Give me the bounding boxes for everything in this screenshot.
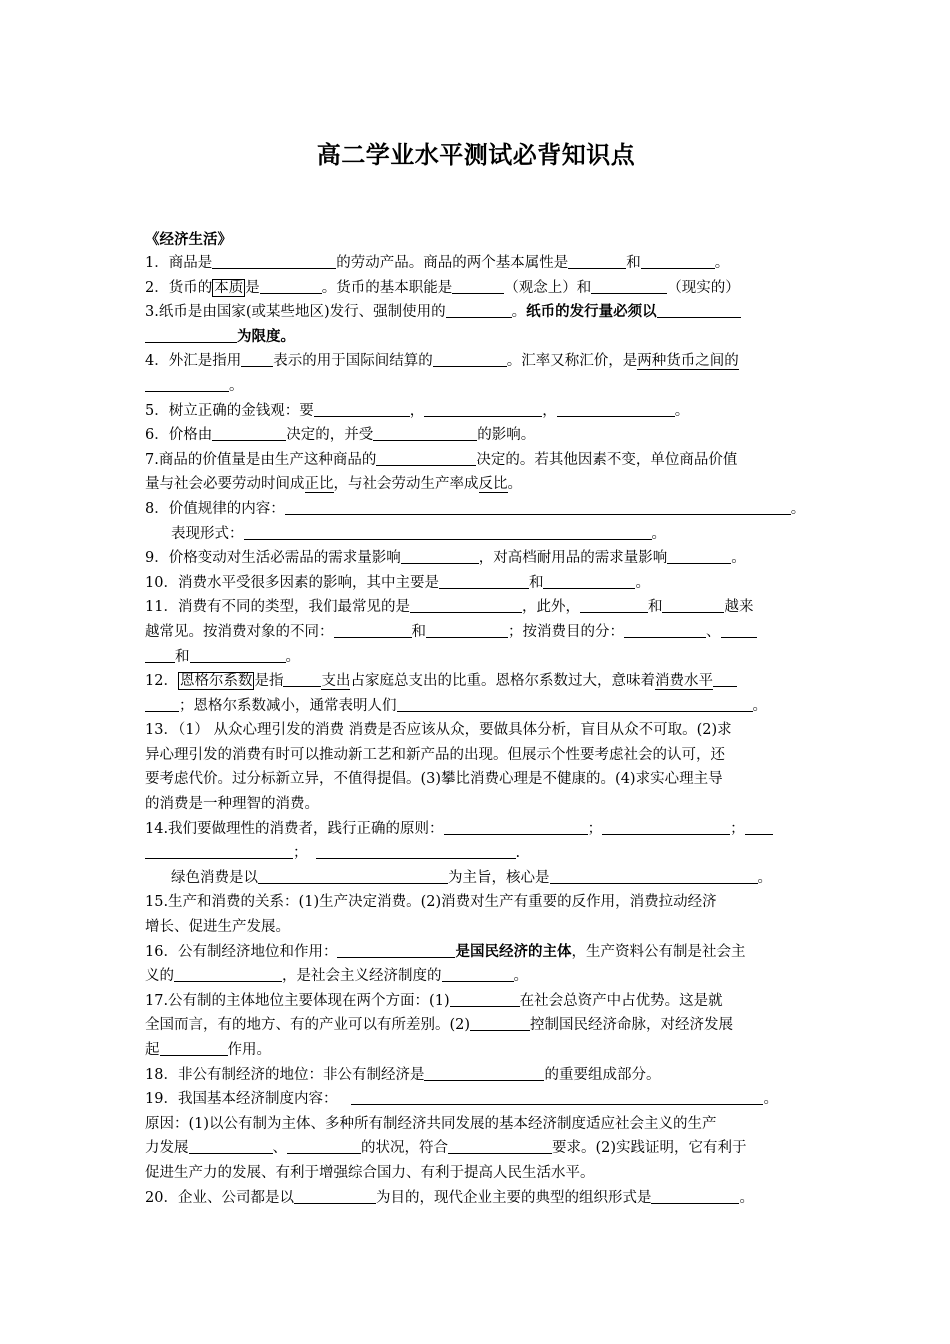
- blank: [190, 647, 286, 663]
- boxed-term: 恩格尔系数: [179, 673, 253, 690]
- underlined-term: 反比: [478, 476, 508, 493]
- line-32: 全国而言，有的地方、有的产业可以有所差别。(2) 控制国民经济命脉，对经济发展: [145, 1017, 734, 1034]
- blank: [591, 278, 667, 294]
- line-33: 起 作用。: [145, 1042, 271, 1058]
- blank: [351, 1089, 763, 1105]
- line-15: 11．消费有不同的类型，我们最常见的是 ，此外， 和 越来: [145, 599, 754, 616]
- blank: [258, 868, 448, 884]
- blank: [287, 1138, 361, 1154]
- line-38: 促进生产力的发展、有利于增强综合国力、有利于提高人民生活水平。: [145, 1164, 595, 1181]
- blank: [448, 1138, 552, 1154]
- line-27: 15.生产和消费的关系：(1)生产决定消费。(2)消费对生产有重要的反作用，消费拉动经济: [145, 894, 717, 911]
- blank: [426, 622, 508, 638]
- line-30: 义的 ，是社会主义经济制度的 。: [145, 968, 528, 985]
- line-5: 4．外汇是指用 表示的用于国际间结算的 。汇率又称汇价，是两种货币之间的: [145, 353, 739, 370]
- blank: [550, 868, 758, 884]
- blank: [713, 671, 737, 687]
- line-3: 3.纸币是由国家(或某些地区)发行、强制使用的 。纸币的发行量必须以: [145, 300, 807, 325]
- blank: [450, 991, 520, 1007]
- blank: [439, 573, 529, 589]
- line-24: 14.我们要做理性的消费者，践行正确的原则： ； ；: [145, 817, 807, 842]
- line-22: 要考虑代价。过分标新立异，不值得提倡。(3)攀比消费心理是不健康的。(4)求实心理主导: [145, 771, 723, 788]
- line-29: 16．公有制经济地位和作用： 是国民经济的主体，生产资料公有制是社会主: [145, 942, 746, 960]
- blank: [446, 302, 512, 318]
- line-7: 5．树立正确的金钱观：要 ， ， 。: [145, 402, 690, 419]
- blank: [145, 696, 179, 712]
- blank: [568, 253, 626, 269]
- blank: [442, 966, 514, 982]
- line-21: 异心理引发的消费有时可以推动新工艺和新产品的出现。但展示个性要考虑社会的认可，还: [145, 746, 725, 763]
- line-37: 力发展 、 的状况，符合 要求。(2)实践证明，它有利于: [145, 1140, 747, 1157]
- blank: [424, 1065, 544, 1081]
- blank: [212, 425, 286, 441]
- line-39: 20．企业、公司都是以 为目的，现代企业主要的典型的组织形式是 。: [145, 1189, 754, 1206]
- blank: [667, 548, 731, 564]
- line-20: 13．（1） 从众心理引发的消费 消费是否应该从众，要做具体分析，盲目从众不可取。(2)求: [145, 722, 732, 739]
- line-25: ； .: [145, 841, 807, 866]
- underlined-term: 两种货币之间的: [637, 353, 739, 370]
- underlined-term: 消费水平: [654, 673, 713, 690]
- blank: [145, 647, 175, 663]
- line-36: 原因：(1)以公有制为主体、多种所有制经济共同发展的基本经济制度适应社会主义的生产: [145, 1115, 717, 1132]
- blank: [433, 351, 507, 367]
- blank: [641, 253, 715, 269]
- blank: [410, 597, 522, 613]
- document-body: [145, 251, 807, 1210]
- blank: [662, 597, 724, 613]
- line-4: 为限度。: [145, 325, 807, 350]
- line-19: ；恩格尔系数减小，通常表明人们 。: [145, 694, 807, 719]
- page-title: 高二学业水平测试必背知识点: [316, 141, 636, 169]
- line-17: 和 。: [145, 645, 807, 670]
- blank: [543, 573, 635, 589]
- line-16: 越常见。按消费对象的不同： 和 ；按消费目的分： 、: [145, 620, 807, 645]
- blank: [721, 622, 757, 638]
- blank: [401, 548, 479, 564]
- line-35: 19．我国基本经济制度内容： 。: [145, 1091, 778, 1108]
- line-28: 增长、促进生产发展。: [145, 919, 290, 936]
- blank: [314, 401, 410, 417]
- blank: [145, 843, 293, 859]
- blank: [444, 819, 588, 835]
- blank: [557, 401, 675, 417]
- blank: [580, 597, 648, 613]
- blank: [283, 671, 321, 687]
- blank: [316, 843, 516, 859]
- boxed-term: 本质: [214, 279, 244, 296]
- blank: [285, 499, 791, 515]
- underlined-term: 支出: [321, 673, 351, 690]
- blank: [174, 966, 282, 982]
- line-2: 2．货币的 本质 是 。货币的基本职能是 （观念上）和 （现实的）: [145, 279, 740, 296]
- line-11: 8．价值规律的内容： 。: [145, 500, 806, 517]
- line-31: 17.公有制的主体地位主要体现在两个方面：(1) 在社会总资产中占优势。这是就: [145, 992, 723, 1009]
- blank: [337, 942, 455, 958]
- line-10: 量与社会必要劳动时间成正比，与社会劳动生产率成反比。: [145, 476, 522, 493]
- blank: [376, 450, 476, 466]
- blank: [260, 278, 322, 294]
- underlined-term: 正比: [304, 476, 334, 493]
- blank: [452, 278, 504, 294]
- blank: [470, 1015, 530, 1031]
- line-14: 10．消费水平受很多因素的影响，其中主要是 和 。: [145, 574, 650, 591]
- blank: [189, 1138, 273, 1154]
- blank: [160, 1040, 228, 1056]
- blank: [145, 376, 229, 392]
- blank: [651, 1188, 739, 1204]
- line-1: 1．商品是 的劳动产品。商品的两个基本属性是 和 。: [145, 255, 730, 271]
- section-heading: 《经济生活》: [145, 231, 232, 248]
- blank: [424, 401, 542, 417]
- line-6: 。: [145, 374, 807, 399]
- line-12: 表现形式： 。: [171, 525, 666, 542]
- blank: [657, 302, 741, 318]
- blank: [624, 622, 706, 638]
- blank: [745, 819, 773, 835]
- line-34: 18．非公有制经济的地位：非公有制经济是 的重要组成部分。: [145, 1066, 661, 1083]
- line-18: 12． 恩格尔系数 是指 支出占家庭总支出的比重。恩格尔系数过大，意味着消费水平: [145, 669, 807, 694]
- line-13: 9．价格变动对生活必需品的需求量影响 ，对高档耐用品的需求量影响 。: [145, 550, 746, 567]
- line-23: 的消费是一种理智的消费。: [145, 796, 319, 813]
- blank: [334, 622, 412, 638]
- blank: [212, 253, 336, 269]
- line-9: 7.商品的价值量是由生产这种商品的 决定的。若其他因素不变，单位商品价值: [145, 451, 738, 468]
- line-8: 6．价格由 决定的，并受 的影响。: [145, 427, 536, 444]
- blank: [397, 696, 753, 712]
- blank: [241, 351, 273, 367]
- blank: [602, 819, 730, 835]
- line-26: 绿色消费是以 为主旨，核心是 。: [171, 869, 772, 886]
- blank: [244, 524, 652, 540]
- blank: [294, 1188, 376, 1204]
- blank: [145, 327, 237, 343]
- blank: [373, 425, 477, 441]
